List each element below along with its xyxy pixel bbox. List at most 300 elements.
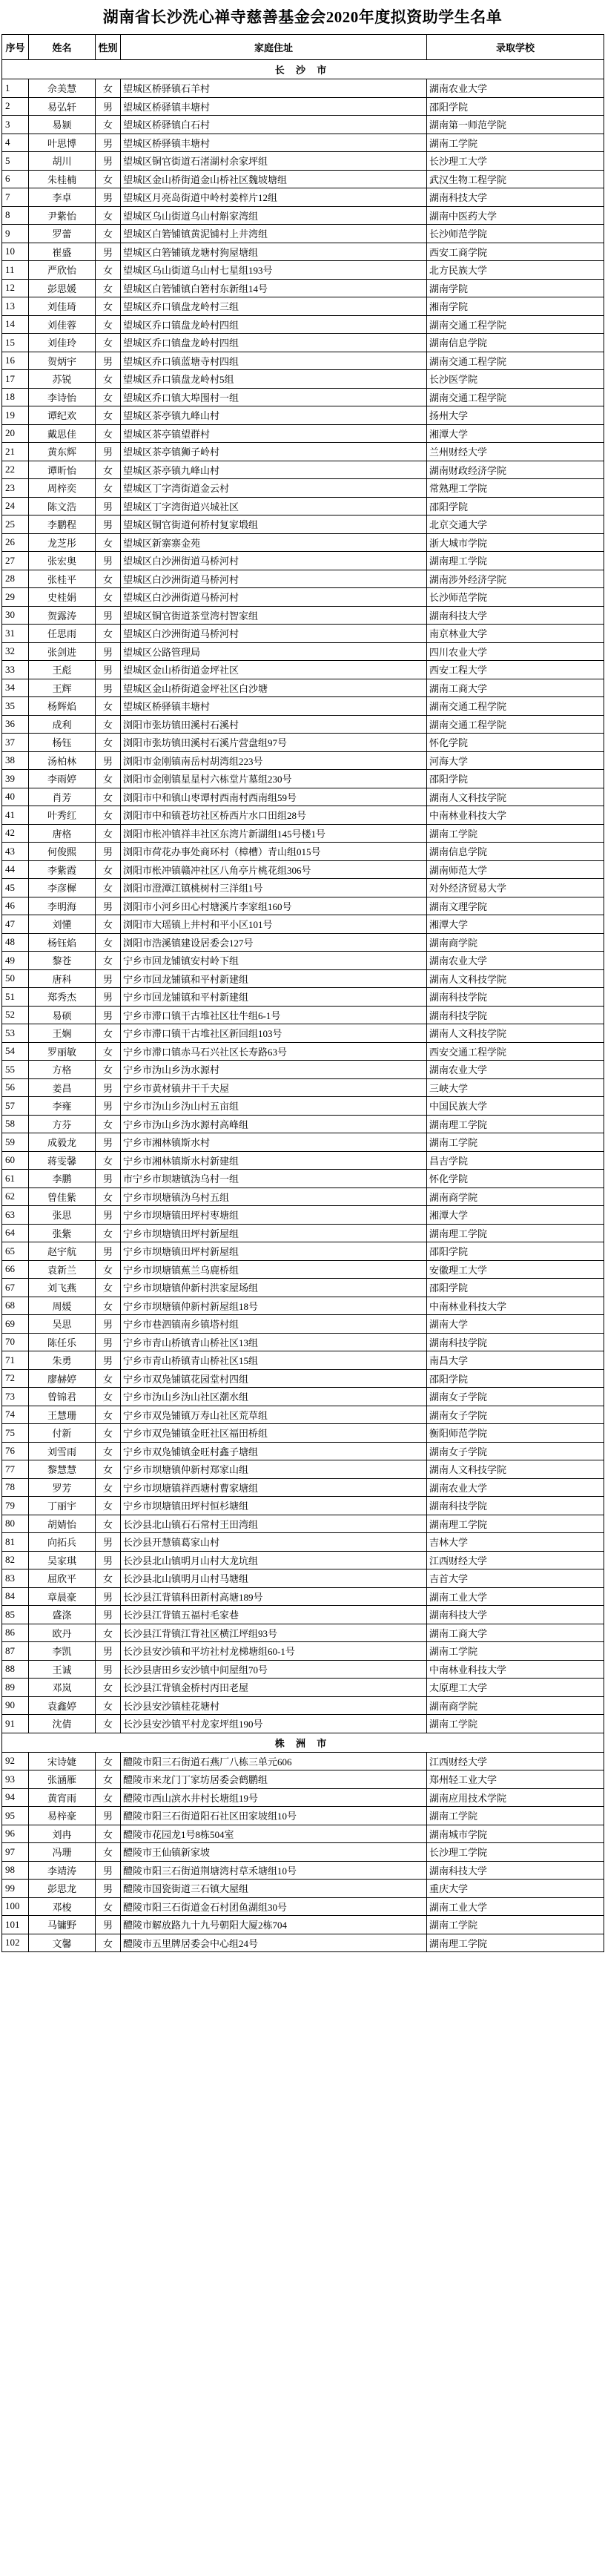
gender-cell: 男 <box>96 1097 121 1116</box>
seq-cell: 29 <box>2 588 29 607</box>
table-row <box>2 1369 604 1388</box>
gender-cell: 男 <box>96 988 121 1007</box>
school-cell: 湖南工学院 <box>427 824 604 843</box>
table-row <box>2 315 604 334</box>
school-cell: 长沙医学院 <box>427 370 604 389</box>
table-row <box>2 1861 604 1880</box>
seq-cell: 12 <box>2 279 29 297</box>
address-cell: 宁乡市滞口镇干古堆社区壮牛组6-1号 <box>121 1006 427 1024</box>
name-cell: 彭思媛 <box>29 279 96 297</box>
gender-cell: 男 <box>96 1660 121 1679</box>
name-cell: 向拓兵 <box>29 1533 96 1552</box>
name-cell: 袁新兰 <box>29 1260 96 1279</box>
school-cell: 湖南科技大学 <box>427 188 604 207</box>
name-cell: 宋诗婕 <box>29 1752 96 1770</box>
seq-cell: 78 <box>2 1478 29 1497</box>
address-cell: 望城区金山桥街道金坪社区 <box>121 661 427 679</box>
school-cell: 湖南大学 <box>427 1315 604 1334</box>
table-row <box>2 1333 604 1351</box>
gender-cell: 男 <box>96 606 121 625</box>
gender-cell: 男 <box>96 969 121 988</box>
address-cell: 望城区白箬铺镇黄泥铺村上井湾组 <box>121 225 427 243</box>
name-cell: 杨钰焰 <box>29 933 96 952</box>
table-row <box>2 734 604 752</box>
gender-cell: 女 <box>96 334 121 352</box>
address-cell: 望城区白沙洲街道马桥河村 <box>121 625 427 643</box>
address-cell: 长沙县唐田乡安沙镇中间屋组70号 <box>121 1660 427 1679</box>
seq-cell: 81 <box>2 1533 29 1552</box>
gender-cell: 男 <box>96 134 121 152</box>
address-cell: 宁乡市双凫铺镇金旺村鑫子塘组 <box>121 1442 427 1460</box>
table-row <box>2 570 604 588</box>
school-cell: 长沙理工大学 <box>427 152 604 171</box>
table-row <box>2 243 604 261</box>
address-cell: 宁乡市回龙铺镇和平村新建组 <box>121 988 427 1007</box>
gender-cell: 男 <box>96 1170 121 1188</box>
name-cell: 刘佳玲 <box>29 334 96 352</box>
name-cell: 廖赫婷 <box>29 1369 96 1388</box>
school-cell: 中南林业科技大学 <box>427 1297 604 1315</box>
name-cell: 李雍 <box>29 1097 96 1116</box>
address-cell: 醴陵市王仙镇新家坡 <box>121 1843 427 1862</box>
seq-cell: 52 <box>2 1006 29 1024</box>
address-cell: 宁乡市坝塘镇祥西塘村曹家塘组 <box>121 1478 427 1497</box>
name-cell: 史桂娟 <box>29 588 96 607</box>
gender-cell: 男 <box>96 1606 121 1624</box>
seq-cell: 61 <box>2 1170 29 1188</box>
seq-cell: 80 <box>2 1515 29 1533</box>
name-cell: 章晨豪 <box>29 1587 96 1606</box>
address-cell: 望城区金山桥街道金坪社区白沙塘 <box>121 679 427 697</box>
address-cell: 市宁乡市坝塘镇沩乌村一组 <box>121 1170 427 1188</box>
page-title: 湖南省长沙洗心禅寺慈善基金会2020年度拟资助学生名单 <box>102 8 503 26</box>
table-row <box>2 969 604 988</box>
address-cell: 宁乡市沩山乡沩水源村高峰组 <box>121 1115 427 1133</box>
school-cell: 湖南理工学院 <box>427 552 604 570</box>
seq-cell: 82 <box>2 1551 29 1569</box>
name-cell: 王慧珊 <box>29 1406 96 1424</box>
school-cell: 湖南工商大学 <box>427 679 604 697</box>
school-cell: 湖南财政经济学院 <box>427 461 604 479</box>
table-row <box>2 1679 604 1697</box>
gender-cell: 女 <box>96 1297 121 1315</box>
table-row <box>2 1660 604 1679</box>
name-cell: 唐科 <box>29 969 96 988</box>
gender-cell: 女 <box>96 1825 121 1843</box>
name-cell: 易弘轩 <box>29 97 96 116</box>
seq-cell: 25 <box>2 515 29 534</box>
address-cell: 宁乡市巷泗镇南乡镇塔村组 <box>121 1315 427 1334</box>
name-cell: 曾锦君 <box>29 1388 96 1406</box>
name-cell: 胡川 <box>29 152 96 171</box>
gender-cell: 男 <box>96 1351 121 1370</box>
seq-cell: 85 <box>2 1606 29 1624</box>
school-cell: 湖南理工学院 <box>427 1515 604 1533</box>
table-row <box>2 1406 604 1424</box>
address-cell: 望城区茶亭镇九峰山村 <box>121 461 427 479</box>
gender-cell: 女 <box>96 1260 121 1279</box>
seq-cell: 39 <box>2 770 29 788</box>
gender-cell: 女 <box>96 1460 121 1479</box>
table-row <box>2 1170 604 1188</box>
table-row <box>2 1642 604 1661</box>
gender-cell: 男 <box>96 897 121 915</box>
table-row <box>2 770 604 788</box>
table-row <box>2 116 604 134</box>
table-row <box>2 1206 604 1225</box>
table-row <box>2 1624 604 1642</box>
address-cell: 宁乡市双凫铺镇万寿山社区荒草组 <box>121 1406 427 1424</box>
table-row <box>2 897 604 915</box>
seq-cell: 84 <box>2 1587 29 1606</box>
name-cell: 周梓奕 <box>29 479 96 498</box>
gender-cell: 女 <box>96 933 121 952</box>
address-cell: 宁乡市坝塘镇田坪村恒杉塘组 <box>121 1497 427 1515</box>
seq-cell: 35 <box>2 697 29 716</box>
table-row <box>2 1133 604 1152</box>
table-row <box>2 1916 604 1934</box>
address-cell: 望城区茶亭镇狮子岭村 <box>121 443 427 461</box>
address-cell: 宁乡市坝塘镇田坪村新屋组 <box>121 1224 427 1242</box>
address-cell: 望城区乌山街道乌山村七星组193号 <box>121 261 427 280</box>
gender-cell: 男 <box>96 1551 121 1569</box>
name-cell: 黄宵雨 <box>29 1788 96 1807</box>
seq-cell: 36 <box>2 715 29 734</box>
school-cell: 南昌大学 <box>427 1351 604 1370</box>
name-cell: 吴家琪 <box>29 1551 96 1569</box>
name-cell: 邓梭 <box>29 1897 96 1916</box>
seq-cell: 17 <box>2 370 29 389</box>
table-row <box>2 552 604 570</box>
gender-cell: 女 <box>96 279 121 297</box>
table-row <box>2 1770 604 1789</box>
table-row <box>2 843 604 861</box>
seq-cell: 72 <box>2 1369 29 1388</box>
gender-cell: 女 <box>96 788 121 806</box>
gender-cell: 男 <box>96 843 121 861</box>
seq-cell: 90 <box>2 1696 29 1715</box>
name-cell: 李鹏程 <box>29 515 96 534</box>
address-cell: 宁乡市坝塘镇仲新村郑家山组 <box>121 1460 427 1479</box>
seq-cell: 62 <box>2 1187 29 1206</box>
name-cell: 彭思龙 <box>29 1880 96 1898</box>
school-cell: 北方民族大学 <box>427 261 604 280</box>
school-cell: 湖南理工学院 <box>427 1115 604 1133</box>
table-row <box>2 1825 604 1843</box>
name-cell: 刘飞燕 <box>29 1279 96 1297</box>
seq-cell: 50 <box>2 969 29 988</box>
school-cell: 湖南科技大学 <box>427 1861 604 1880</box>
address-cell: 醴陵市五里牌居委会中心组24号 <box>121 1934 427 1952</box>
name-cell: 佘美慧 <box>29 79 96 98</box>
gender-cell: 女 <box>96 533 121 552</box>
school-cell: 南京林业大学 <box>427 625 604 643</box>
seq-cell: 59 <box>2 1133 29 1152</box>
name-cell: 邓岚 <box>29 1679 96 1697</box>
table-row <box>2 1224 604 1242</box>
seq-cell: 67 <box>2 1279 29 1297</box>
name-cell: 马镛野 <box>29 1916 96 1934</box>
school-cell: 湖南女子学院 <box>427 1442 604 1460</box>
address-cell: 浏阳市荷花办事处商环村（樟槽）青山组015号 <box>121 843 427 861</box>
seq-cell: 73 <box>2 1388 29 1406</box>
gender-cell: 女 <box>96 1715 121 1733</box>
table-row <box>2 606 604 625</box>
gender-cell: 女 <box>96 879 121 897</box>
school-cell: 湖南交通工程学院 <box>427 388 604 406</box>
header-name: 姓名 <box>29 35 96 60</box>
table-row <box>2 334 604 352</box>
school-cell: 湖南商学院 <box>427 1696 604 1715</box>
table-row <box>2 1497 604 1515</box>
seq-cell: 65 <box>2 1242 29 1261</box>
school-cell: 湖南人文科技学院 <box>427 1460 604 1479</box>
name-cell: 付新 <box>29 1424 96 1443</box>
seq-cell: 64 <box>2 1224 29 1242</box>
school-cell: 太原理工大学 <box>427 1679 604 1697</box>
table-row <box>2 661 604 679</box>
table-row <box>2 1515 604 1533</box>
address-cell: 长沙县北山镇石石常村王田湾组 <box>121 1515 427 1533</box>
address-cell: 长沙县江背镇科田新村高塘189号 <box>121 1587 427 1606</box>
school-cell: 湖南理工学院 <box>427 1224 604 1242</box>
address-cell: 醴陵市阳三石街道金石村团鱼湖组30号 <box>121 1897 427 1916</box>
address-cell: 望城区白箬铺镇白箬村东新组14号 <box>121 279 427 297</box>
seq-cell: 89 <box>2 1679 29 1697</box>
name-cell: 李卓 <box>29 188 96 207</box>
table-row <box>2 1006 604 1024</box>
gender-cell: 女 <box>96 625 121 643</box>
name-cell: 戴思佳 <box>29 424 96 443</box>
address-cell: 宁乡市坝塘镇田坪村枣塘组 <box>121 1206 427 1225</box>
table-row <box>2 1097 604 1116</box>
name-cell: 周媛 <box>29 1297 96 1315</box>
table-row <box>2 170 604 188</box>
address-cell: 浏阳市浩溪镇建设居委会127号 <box>121 933 427 952</box>
gender-cell: 男 <box>96 515 121 534</box>
seq-cell: 91 <box>2 1715 29 1733</box>
name-cell: 谭纪欢 <box>29 406 96 425</box>
school-cell: 长沙理工学院 <box>427 1843 604 1862</box>
seq-cell: 54 <box>2 1042 29 1061</box>
address-cell: 醴陵市国瓷街道三石镇大屋组 <box>121 1880 427 1898</box>
name-cell: 易梓豪 <box>29 1807 96 1825</box>
section-title: 长 沙 市 <box>2 60 604 79</box>
seq-cell: 101 <box>2 1916 29 1934</box>
school-cell: 河海大学 <box>427 751 604 770</box>
table-row <box>2 915 604 934</box>
address-cell: 浏阳市张坊镇田溪村石溪村 <box>121 715 427 734</box>
name-cell: 胡婧怡 <box>29 1515 96 1533</box>
school-cell: 怀化学院 <box>427 734 604 752</box>
gender-cell: 男 <box>96 352 121 370</box>
table-row <box>2 261 604 280</box>
table-row <box>2 1752 604 1770</box>
seq-cell: 97 <box>2 1843 29 1862</box>
seq-cell: 87 <box>2 1642 29 1661</box>
table-row <box>2 97 604 116</box>
gender-cell: 男 <box>96 1133 121 1152</box>
table-row <box>2 933 604 952</box>
seq-cell: 18 <box>2 388 29 406</box>
address-cell: 醴陵市阳三石街道荆塘湾村草禾塘组10号 <box>121 1861 427 1880</box>
school-cell: 湘潭大学 <box>427 424 604 443</box>
seq-cell: 69 <box>2 1315 29 1334</box>
name-cell: 姜昌 <box>29 1078 96 1097</box>
school-cell: 湖南工学院 <box>427 1807 604 1825</box>
school-cell: 湖南商学院 <box>427 1187 604 1206</box>
table-row <box>2 461 604 479</box>
table-row <box>2 1843 604 1862</box>
seq-cell: 95 <box>2 1807 29 1825</box>
address-cell: 长沙县开慧镇葛家山村 <box>121 1533 427 1552</box>
table-row <box>2 79 604 98</box>
seq-cell: 10 <box>2 243 29 261</box>
name-cell: 易颍 <box>29 116 96 134</box>
school-cell: 湖南人文科技学院 <box>427 969 604 988</box>
name-cell: 张剑进 <box>29 642 96 661</box>
name-cell: 杨辉焰 <box>29 697 96 716</box>
address-cell: 宁乡市滞口镇干古堆社区新回组103号 <box>121 1024 427 1043</box>
school-cell: 湖南工学院 <box>427 1133 604 1152</box>
seq-cell: 102 <box>2 1934 29 1952</box>
name-cell: 成毅龙 <box>29 1133 96 1152</box>
address-cell: 望城区茶亭镇九峰山村 <box>121 406 427 425</box>
school-cell: 西安工程大学 <box>427 661 604 679</box>
table-row <box>2 388 604 406</box>
table-row <box>2 1115 604 1133</box>
address-cell: 醴陵市阳三石街道阳石社区田家坡组10号 <box>121 1807 427 1825</box>
gender-cell: 男 <box>96 1642 121 1661</box>
name-cell: 谭昕怡 <box>29 461 96 479</box>
table-row <box>2 751 604 770</box>
gender-cell: 男 <box>96 552 121 570</box>
name-cell: 任思雨 <box>29 625 96 643</box>
gender-cell: 女 <box>96 1624 121 1642</box>
school-cell: 湖南交通工程学院 <box>427 715 604 734</box>
gender-cell: 女 <box>96 734 121 752</box>
gender-cell: 女 <box>96 1442 121 1460</box>
gender-cell: 女 <box>96 1424 121 1443</box>
name-cell: 张桂平 <box>29 570 96 588</box>
table-row <box>2 715 604 734</box>
seq-cell: 99 <box>2 1880 29 1898</box>
school-cell: 昌吉学院 <box>427 1151 604 1170</box>
gender-cell: 女 <box>96 770 121 788</box>
seq-cell: 98 <box>2 1861 29 1880</box>
seq-cell: 74 <box>2 1406 29 1424</box>
table-row <box>2 625 604 643</box>
table-row <box>2 679 604 697</box>
gender-cell: 女 <box>96 461 121 479</box>
gender-cell: 女 <box>96 1679 121 1697</box>
seq-cell: 40 <box>2 788 29 806</box>
table-row <box>2 1315 604 1334</box>
school-cell: 衡阳师范学院 <box>427 1424 604 1443</box>
seq-cell: 38 <box>2 751 29 770</box>
seq-cell: 43 <box>2 843 29 861</box>
name-cell: 唐格 <box>29 824 96 843</box>
gender-cell: 男 <box>96 642 121 661</box>
address-cell: 宁乡市坝塘镇田坪村新屋组 <box>121 1242 427 1261</box>
table-row <box>2 406 604 425</box>
school-cell: 湖南人文科技学院 <box>427 1024 604 1043</box>
seq-cell: 2 <box>2 97 29 116</box>
table-row <box>2 1569 604 1588</box>
gender-cell: 女 <box>96 1187 121 1206</box>
seq-cell: 8 <box>2 206 29 225</box>
seq-cell: 21 <box>2 443 29 461</box>
seq-cell: 37 <box>2 734 29 752</box>
address-cell: 浏阳市大瑶镇上井村和平小区101号 <box>121 915 427 934</box>
address-cell: 醴陵市解放路九十九号朝阳大厦2栋704 <box>121 1916 427 1934</box>
school-cell: 湖南涉外经济学院 <box>427 570 604 588</box>
student-list-table <box>1 34 604 1952</box>
gender-cell: 女 <box>96 1061 121 1079</box>
school-cell: 邵阳学院 <box>427 497 604 515</box>
gender-cell: 男 <box>96 1916 121 1934</box>
seq-cell: 1 <box>2 79 29 98</box>
gender-cell: 女 <box>96 1569 121 1588</box>
table-header-row <box>2 35 604 60</box>
address-cell: 长沙县北山镇明月山村大龙坑组 <box>121 1551 427 1569</box>
school-cell: 兰州财经大学 <box>427 443 604 461</box>
seq-cell: 75 <box>2 1424 29 1443</box>
school-cell: 湖南女子学院 <box>427 1406 604 1424</box>
address-cell: 浏阳市枨冲镇赣冲社区八角亭片桃花组306号 <box>121 860 427 879</box>
name-cell: 张宏奥 <box>29 552 96 570</box>
address-cell: 宁乡市双凫铺镇花园堂村四组 <box>121 1369 427 1388</box>
address-cell: 望城区白沙洲街道马桥河村 <box>121 588 427 607</box>
name-cell: 朱桂楠 <box>29 170 96 188</box>
address-cell: 醴陵市西山滨水井村长塘组19号 <box>121 1788 427 1807</box>
school-cell: 长沙师范学院 <box>427 588 604 607</box>
gender-cell: 女 <box>96 1752 121 1770</box>
gender-cell: 男 <box>96 661 121 679</box>
name-cell: 叶秀红 <box>29 806 96 825</box>
school-cell: 湘潭大学 <box>427 1206 604 1225</box>
school-cell: 重庆大学 <box>427 1880 604 1898</box>
name-cell: 叶思博 <box>29 134 96 152</box>
name-cell: 李凯 <box>29 1642 96 1661</box>
table-row <box>2 879 604 897</box>
name-cell: 袁鑫婷 <box>29 1696 96 1715</box>
address-cell: 醴陵市来龙门丁家坊居委会鹤鹏组 <box>121 1770 427 1789</box>
table-row <box>2 1715 604 1733</box>
seq-cell: 22 <box>2 461 29 479</box>
school-cell: 邵阳学院 <box>427 1369 604 1388</box>
address-cell: 望城区乔口镇大埠围村一组 <box>121 388 427 406</box>
table-row <box>2 279 604 297</box>
gender-cell: 女 <box>96 1406 121 1424</box>
seq-cell: 20 <box>2 424 29 443</box>
address-cell: 浏阳市张坊镇田溪村石溪片营盘组97号 <box>121 734 427 752</box>
school-cell: 湖南交通工程学院 <box>427 697 604 716</box>
table-row <box>2 588 604 607</box>
seq-cell: 45 <box>2 879 29 897</box>
table-row <box>2 1880 604 1898</box>
name-cell: 冯珊 <box>29 1843 96 1862</box>
seq-cell: 86 <box>2 1624 29 1642</box>
address-cell: 望城区桥驿镇丰塘村 <box>121 134 427 152</box>
table-row <box>2 1606 604 1624</box>
table-row <box>2 1551 604 1569</box>
name-cell: 何俊熙 <box>29 843 96 861</box>
name-cell: 盛涤 <box>29 1606 96 1624</box>
gender-cell: 男 <box>96 1880 121 1898</box>
header-gender: 性别 <box>96 35 121 60</box>
school-cell: 湖南科技学院 <box>427 1333 604 1351</box>
